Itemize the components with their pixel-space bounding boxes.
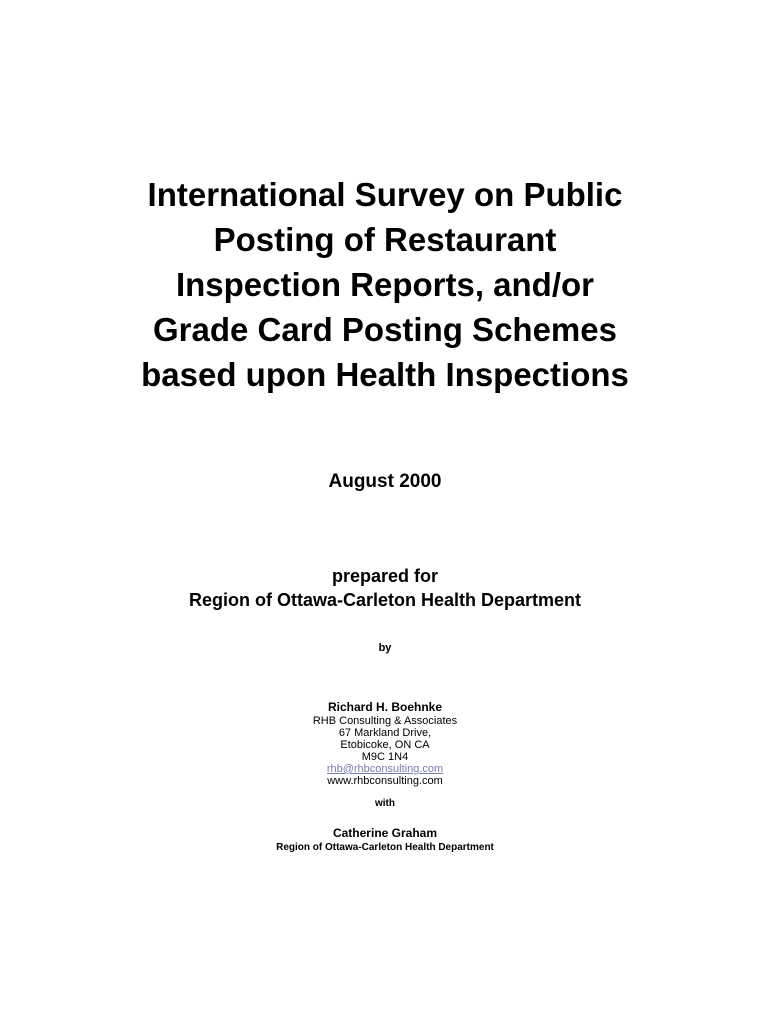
author-email-link[interactable]: rhb@rhbconsulting.com	[326, 763, 444, 775]
by-label: by	[378, 642, 392, 654]
author-name: Richard H. Boehnke	[327, 700, 443, 714]
document-title	[100, 172, 670, 397]
title-line: International Survey on Public	[147, 176, 623, 213]
author-city: Etobicoke, ON CA	[340, 739, 430, 751]
author-company: RHB Consulting & Associates	[312, 715, 458, 727]
author-postal-code: M9C 1N4	[361, 751, 409, 763]
with-label: with	[375, 798, 395, 809]
prepared-for-organization: Region of Ottawa-Carleton Health Department	[188, 590, 582, 610]
document-date: August 2000	[328, 471, 442, 492]
coauthor-name: Catherine Graham	[332, 826, 438, 840]
author-website: www.rhbconsulting.com	[327, 775, 443, 787]
prepared-for-block	[0, 564, 770, 612]
prepared-for-label: prepared for	[331, 566, 439, 586]
title-line: based upon Health Inspections	[141, 356, 629, 393]
title-line: Inspection Reports, and/or	[175, 266, 595, 303]
author-street: 67 Markland Drive,	[338, 727, 432, 739]
title-line: Grade Card Posting Schemes	[153, 311, 617, 348]
title-line: Posting of Restaurant	[213, 221, 557, 258]
coauthor-block	[0, 825, 770, 854]
author-block	[0, 699, 770, 787]
coauthor-organization: Region of Ottawa-Carleton Health Department	[276, 842, 494, 853]
